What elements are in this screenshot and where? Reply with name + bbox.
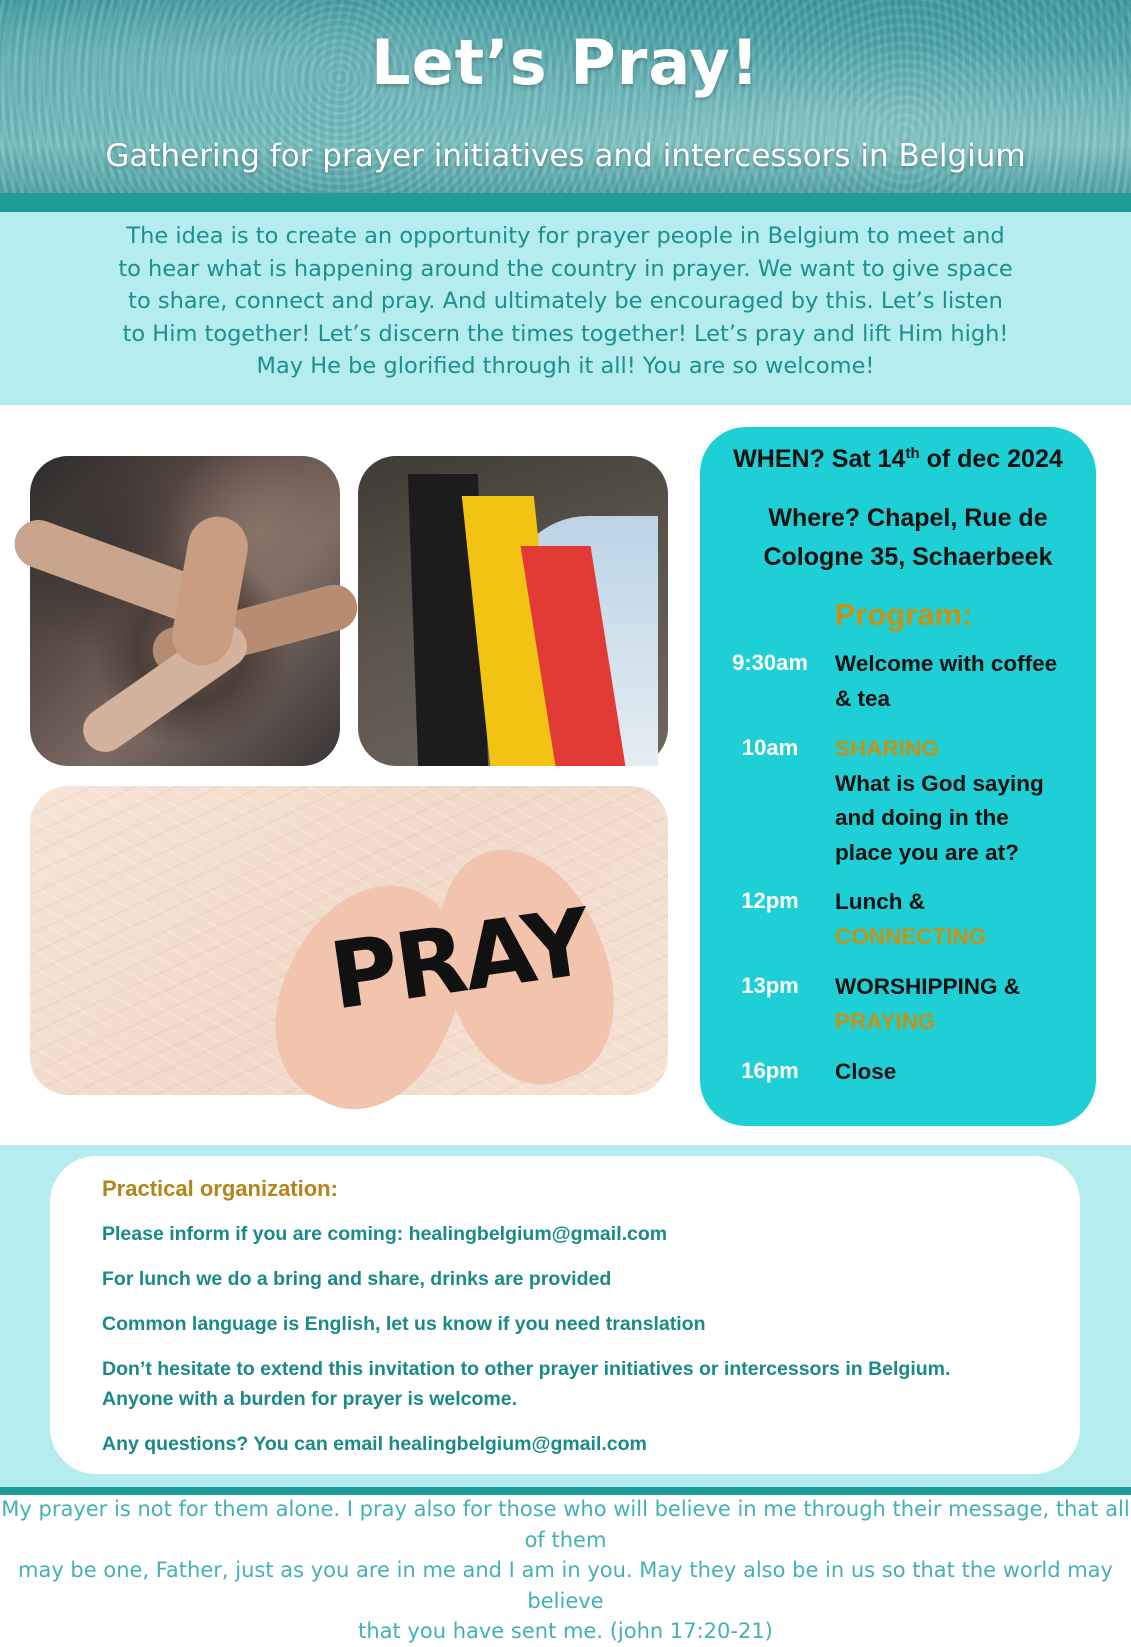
- bible-verse: [0, 1494, 1131, 1647]
- practical-line: Please inform if you are coming: healingbelgium@gmail.com: [102, 1223, 668, 1245]
- program-time: 16pm: [741, 1058, 799, 1083]
- page-title: Let’s Pray!: [371, 26, 760, 99]
- belgian-flag-photo: [358, 456, 668, 766]
- intro-line: May He be glorified through it all! You are so welcome!: [256, 353, 875, 380]
- program-card: [700, 427, 1096, 1126]
- program-line: Lunch &: [835, 889, 925, 914]
- program-time: 9:30am: [732, 650, 808, 675]
- program-time: 10am: [741, 735, 799, 760]
- program-desc: [835, 970, 1085, 1039]
- program-line: & tea: [835, 685, 891, 711]
- practical-line: Anyone with a burden for prayer is welcome.: [102, 1388, 518, 1410]
- event-date: [700, 445, 1096, 474]
- program-line: place you are at?: [835, 839, 1019, 865]
- program-highlight: SHARING: [835, 736, 939, 761]
- practical-line: Common language is English, let us know if you need translation: [102, 1313, 706, 1335]
- intro-line: The idea is to create an opportunity for prayer people in Belgium to meet and: [126, 223, 1005, 249]
- program-line: Close: [835, 1059, 897, 1084]
- program-line: What is God saying: [835, 770, 1044, 796]
- program-title: Program:: [834, 597, 973, 632]
- program-line: Welcome with coffee: [835, 651, 1058, 676]
- header-banner: [0, 0, 1131, 193]
- program-line: and doing in the: [835, 805, 1009, 830]
- intro-line: to hear what is happening around the country in prayer. We want to give space: [118, 255, 1013, 282]
- program-highlight: PRAYING: [835, 1008, 936, 1034]
- verse-line: may be one, Father, just as you are in me and I am in you. May they also be in us so that the world may believe: [18, 1558, 1113, 1613]
- practical-line: Any questions? You can email healingbelgium@gmail.com: [102, 1433, 647, 1455]
- date-suffix: of dec 2024: [919, 445, 1063, 473]
- intro-line: to share, connect and pray. And ultimately be encouraged by this. Let’s listen: [128, 288, 1003, 315]
- practical-line: Don’t hesitate to extend this invitation to other prayer initiatives or intercessors in Belgium.: [102, 1358, 951, 1380]
- program-time: 12pm: [741, 888, 799, 913]
- date-ordinal: th: [905, 445, 920, 462]
- intro-text: [85, 220, 1046, 383]
- program-desc: [835, 1055, 1085, 1090]
- program-line: WORSHIPPING &: [835, 974, 1021, 999]
- location-line: Cologne 35, Schaerbeek: [763, 543, 1053, 571]
- program-time: 13pm: [741, 973, 799, 998]
- program-desc: [835, 885, 1085, 954]
- location-line: Where? Chapel, Rue de: [768, 504, 1048, 532]
- event-location: [730, 499, 1086, 577]
- page-subtitle: Gathering for prayer initiatives and intercessors in Belgium: [105, 138, 1026, 174]
- program-desc: [835, 647, 1085, 716]
- pray-word: PRAY: [323, 888, 596, 1031]
- divider-top: [0, 193, 1131, 212]
- practical-card: [50, 1156, 1080, 1474]
- program-desc: [835, 732, 1085, 870]
- date-prefix: WHEN? Sat 14: [733, 445, 906, 473]
- program-highlight: CONNECTING: [835, 923, 987, 949]
- verse-line: that you have sent me. (john 17:20-21): [358, 1619, 773, 1643]
- pray-hands-photo: [30, 786, 668, 1095]
- intro-section: [0, 212, 1131, 405]
- hands-together-photo: [30, 456, 340, 766]
- practical-title: Practical organization:: [102, 1176, 338, 1201]
- intro-line: to Him together! Let’s discern the times together! Let’s pray and lift Him high!: [122, 320, 1009, 347]
- verse-line: My prayer is not for them alone. I pray also for those who will believe in me through their message, that all of them: [1, 1497, 1130, 1552]
- practical-line: For lunch we do a bring and share, drinks are provided: [102, 1268, 612, 1290]
